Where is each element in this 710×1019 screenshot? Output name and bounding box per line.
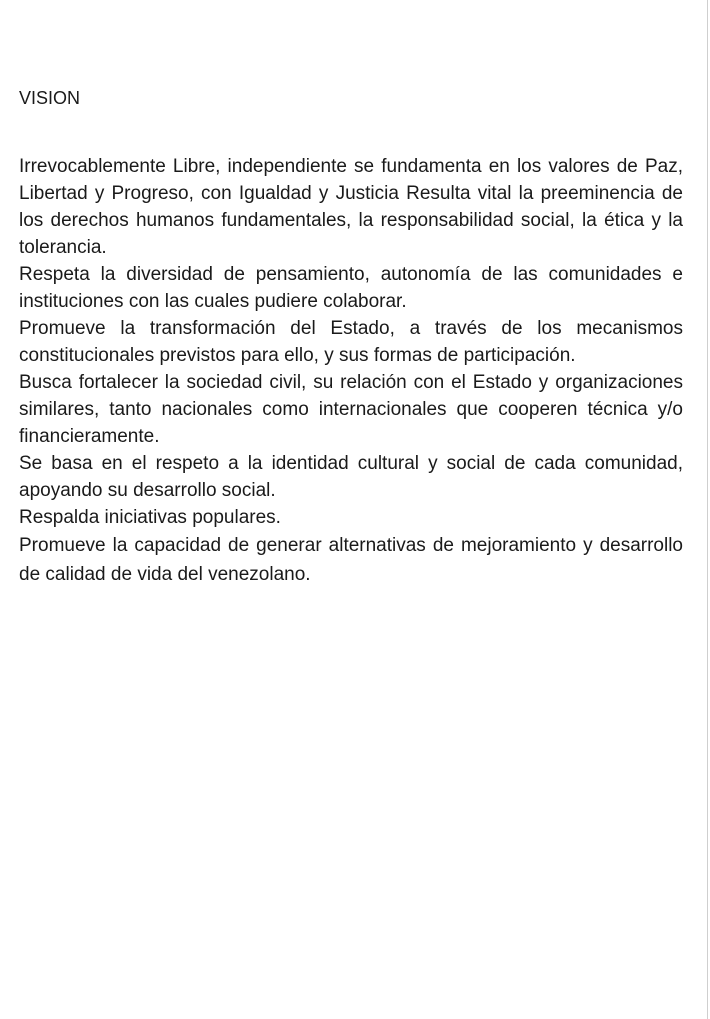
document-heading: VISION [19,88,81,108]
page-edge-divider [707,0,708,1019]
paragraph-popular-initiatives: Respalda iniciativas populares. [19,507,281,528]
paragraph-diversity: Respeta la diversidad de pensamiento, autonomía de las comunidades e instituciones con las cuales pudiere colaborar. [19,264,683,312]
paragraph-values: Irrevocablemente Libre, independiente se fundamenta en los valores de Paz, Libertad y Progreso, con Igualdad y Justicia Resulta vital la preeminencia de los derechos humanos fundamentales, la responsabilidad social, la ética y la tolerancia. [19,156,683,258]
paragraph-state-transformation: Promueve la transformación del Estado, a través de los mecanismos constitucionales previstos para ello, y sus formas de participación. [19,318,683,366]
paragraph-civil-society: Busca fortalecer la sociedad civil, su relación con el Estado y organizaciones similares, tanto nacionales como internacionales que cooperen técnica y/o financieramente. [19,372,683,447]
paragraph-quality-of-life: Promueve la capacidad de generar alternativas de mejoramiento y desarrollo de calidad de vida del venezolano. [19,535,683,585]
paragraph-cultural-identity: Se basa en el respeto a la identidad cultural y social de cada comunidad, apoyando su desarrollo social. [19,453,683,501]
document-body [19,153,683,589]
